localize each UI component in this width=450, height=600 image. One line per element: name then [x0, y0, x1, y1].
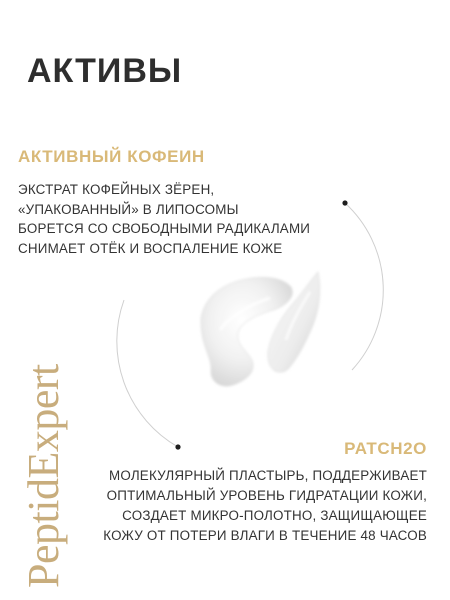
section-text-caffeine: [18, 180, 348, 258]
arc-left: [117, 300, 178, 447]
text-line: МОЛЕКУЛЯРНЫЙ ПЛАСТЫРЬ, ПОДДЕРЖИВАЕТ: [109, 468, 427, 483]
logo-word-2: Expert: [19, 364, 68, 479]
brand-logo: [19, 364, 68, 588]
text-line: СНИМАЕТ ОТЁК И ВОСПАЛЕНИЕ КОЖЕ: [18, 240, 283, 256]
cream-swatch-image: [201, 272, 320, 386]
text-line: ОПТИМАЛЬНЫЙ УРОВЕНЬ ГИДРАТАЦИИ КОЖИ,: [106, 488, 427, 503]
logo-word-1: Peptid: [19, 478, 68, 588]
arc-right: [345, 203, 383, 370]
text-line: БОРЕТСЯ СО СВОБОДНЫМИ РАДИКАЛАМИ: [18, 221, 311, 236]
text-line: «УПАКОВАННЫЙ» В ЛИПОСОМЫ: [18, 201, 239, 217]
page-title: АКТИВЫ: [27, 52, 183, 90]
text-line: ЭКСТРАТ КОФЕЙНЫХ ЗЁРЕН,: [18, 182, 215, 197]
section-heading-caffeine: АКТИВНЫЙ КОФЕИН: [18, 147, 205, 166]
section-heading-patch2o: PATCH2O: [344, 439, 427, 458]
text-line: СОЗДАЕТ МИКРО-ПОЛОТНО, ЗАЩИЩАЮЩЕЕ: [122, 508, 427, 523]
section-text-patch2o: [67, 466, 427, 546]
text-line: КОЖУ ОТ ПОТЕРИ ВЛАГИ В ТЕЧЕНИЕ 48 ЧАСОВ: [103, 528, 427, 543]
arc-dot-bottom: [175, 444, 180, 449]
